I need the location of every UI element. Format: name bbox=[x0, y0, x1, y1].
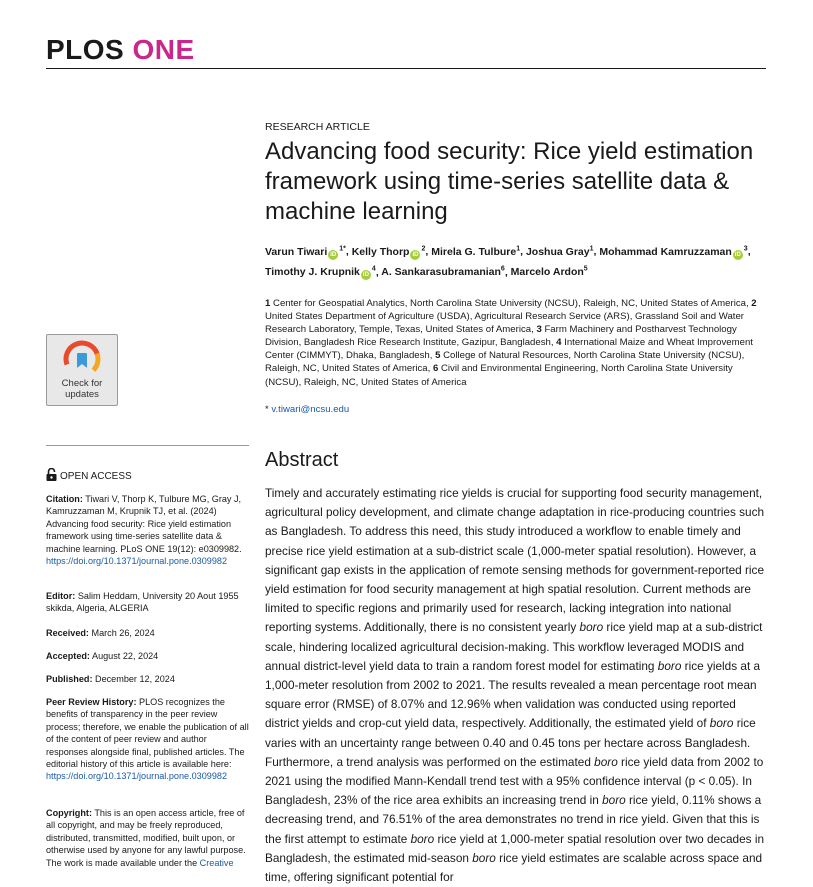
journal-name-part1: PLOS bbox=[46, 34, 125, 65]
creative-commons-link[interactable]: Creative bbox=[199, 857, 234, 868]
copyright-block bbox=[46, 807, 250, 869]
abstract-italic-term: boro bbox=[594, 754, 618, 769]
author[interactable] bbox=[265, 246, 346, 258]
check-for-updates-badge[interactable] bbox=[46, 334, 118, 406]
email-link[interactable]: v.tiwari@ncsu.edu bbox=[271, 404, 350, 415]
abstract-italic-term: boro bbox=[579, 620, 604, 635]
editor-block bbox=[46, 590, 250, 615]
author-name: Marcelo Ardon bbox=[510, 266, 584, 278]
abstract-italic-term: boro bbox=[472, 850, 496, 865]
orcid-icon[interactable]: iD bbox=[362, 272, 369, 278]
badge-line1: Check for bbox=[61, 378, 103, 389]
citation-block bbox=[46, 493, 250, 567]
published-date: December 12, 2024 bbox=[95, 674, 175, 684]
author[interactable] bbox=[599, 246, 747, 258]
author-affiliation-number: 2 bbox=[421, 245, 426, 252]
copyright-text: This is an open access article, free of all copyright, and may be freely reproduced, distributed, transmitted, modified, built upon, or otherwise used by anyone for any lawful purpose. The work is made available under the bbox=[46, 808, 246, 868]
author[interactable] bbox=[431, 246, 520, 258]
author[interactable] bbox=[526, 246, 594, 258]
affiliation-text: International Maize and Wheat Improvement Center (CIMMYT), Dhaka, Bangladesh, bbox=[265, 337, 753, 362]
article-title: Advancing food security: Rice yield estimation framework using time-series satellite data & machine learning bbox=[265, 138, 754, 225]
abstract-text: rice yield, 0.11% shows a decreasing trend, and 76.51% of the area demonstrates no trend in rice yield. Given that this is the first attempt to estimate bbox=[265, 793, 762, 846]
author-name: Varun Tiwari bbox=[265, 245, 328, 258]
affiliation-number: 2 bbox=[751, 298, 757, 309]
affiliations bbox=[265, 297, 765, 389]
affiliation-text: College of Natural Resources, North Carolina State University (NCSU), Raleigh, NC, United States of America, bbox=[265, 350, 745, 375]
abstract-italic-term: boro bbox=[602, 793, 626, 808]
accepted-block bbox=[46, 650, 250, 662]
header-rule bbox=[46, 68, 766, 69]
affiliation-text: Civil and Environmental Engineering, North Carolina State University (NCSU), Raleigh, NC, United States of America bbox=[265, 363, 733, 388]
author-affiliation-number: 1 bbox=[589, 245, 594, 252]
abstract-body bbox=[265, 484, 765, 887]
corresponding-email bbox=[265, 404, 349, 415]
orcid-icon[interactable]: iD bbox=[734, 251, 741, 258]
abstract-text: rice yield map at a sub-district scale, hindering localized agricultural decision-making. This workflow leveraged MODIS and annual district-level yield data to train a random forest model for estimating bbox=[265, 620, 763, 673]
abstract-italic-term: boro bbox=[709, 716, 734, 731]
received-label: Received: bbox=[46, 628, 89, 638]
author[interactable] bbox=[265, 266, 376, 278]
abstract-text: Timely and accurately estimating rice yields is crucial for supporting food security management, agricultural policy development, and climate change adaptation in rice-producing countries such as Bangladesh. To address this need, this study introduced a workflow to enable timely and precise rice yield estimation at a sub-district scale (1,000-meter spatial resolution). However, a significant gap exists in the application of remote sensing methods for government-reported rice yield estimation for food security management at high spatial resolution. Current methods are limited to specific regions and primarily used for research, lacking integration into national reporting systems. Additionally, there is no consistent yearly bbox=[265, 486, 765, 635]
open-access bbox=[46, 468, 132, 482]
author[interactable] bbox=[511, 266, 588, 278]
author-affiliation-number: 4 bbox=[371, 265, 376, 273]
copyright-label: Copyright: bbox=[46, 808, 92, 818]
corresponding-marker: * bbox=[265, 404, 269, 415]
author[interactable] bbox=[381, 266, 505, 278]
peer-review-block bbox=[46, 696, 250, 783]
orcid-icon[interactable]: iD bbox=[330, 251, 337, 258]
author-name: Kelly Thorp bbox=[351, 245, 410, 258]
author-list: Varun Tiwari $iD^{1*}$, Kelly Thorp $iD^2$, Mirela G. Tulbure$^1$, Joshua Gray$^1$, Mohammad Kamruzzaman $iD^3$, Timothy J. Krupnik $iD^4$, A. Sankarasubramanian$^6$, Marcelo Ardon$^5$ bbox=[265, 245, 751, 278]
author[interactable] bbox=[352, 246, 426, 258]
affiliation-text: United States Department of Agriculture (USDA), Agricultural Research Service (ARS), Grassland Soil and Water Research Laboratory, Temple, Texas, United States of America, bbox=[265, 311, 744, 336]
journal-logo[interactable] bbox=[46, 34, 195, 66]
author-name: Mirela G. Tulbure bbox=[431, 245, 517, 258]
badge-line2: updates bbox=[65, 388, 99, 400]
abstract-text: rice yields at a 1,000-meter resolution from 2002 to 2021. The results revealed a mean percentage root mean square error (RMSE) of 8.07% and 12.96% when validation was conducted using reported district yields and crop-cut yield data, respectively. Additionally, the estimated yield of bbox=[265, 658, 761, 731]
peer-review-text: PLOS recognizes the benefits of transparency in the peer review process; therefore, we enable the publication of all of the content of peer review and author responses alongside final, published articles. The editorial history of this article is available here: bbox=[46, 697, 249, 770]
abstract-italic-term: boro bbox=[410, 831, 435, 846]
orcid-icon[interactable]: iD bbox=[412, 251, 419, 258]
received-date: March 26, 2024 bbox=[91, 628, 155, 638]
peer-review-label: Peer Review History: bbox=[46, 697, 137, 707]
article-type: RESEARCH ARTICLE bbox=[265, 121, 370, 133]
author-affiliation-number: 1 bbox=[516, 245, 521, 252]
author-affiliation-number: 1* bbox=[339, 245, 346, 252]
author-affiliation-number: 6 bbox=[500, 265, 505, 273]
author-affiliation-number: 5 bbox=[583, 265, 588, 273]
accepted-date: August 22, 2024 bbox=[92, 651, 159, 661]
journal-name-part2: ONE bbox=[132, 34, 195, 65]
affiliation-number: 6 bbox=[432, 363, 439, 375]
peer-review-doi-link[interactable]: https://doi.org/10.1371/journal.pone.0309982 bbox=[46, 771, 228, 782]
published-label: Published: bbox=[46, 674, 93, 684]
abstract-text: rice yield data from 2002 to 2021 using the modified Mann-Kendall trend test with a 95% confidence interval (p < 0.05). In Bangladesh, 23% of the rice area exhibits an increasing trend in bbox=[265, 754, 764, 808]
open-lock-icon bbox=[46, 468, 57, 481]
affiliation-number: 3 bbox=[536, 324, 542, 336]
affiliation-number: 5 bbox=[435, 350, 441, 362]
abstract-text: rice varies with an uncertainty range between 0.40 and 0.45 tons per hectare across Bangladesh. Furthermore, a trend analysis was performed on the estimated bbox=[265, 716, 756, 769]
editor-text: Salim Heddam, University 20 Aout 1955 skikda, Algeria, ALGERIA bbox=[46, 591, 239, 614]
affiliation-number: 4 bbox=[556, 337, 562, 349]
received-block bbox=[46, 627, 250, 639]
citation-doi-link[interactable]: https://doi.org/10.1371/journal.pone.0309982 bbox=[46, 556, 228, 567]
affiliation-number: 1 bbox=[265, 298, 271, 309]
author-name: Timothy J. Krupnik bbox=[265, 266, 360, 278]
author-affiliation-number: 3 bbox=[743, 245, 748, 252]
citation-text: Tiwari V, Thorp K, Tulbure MG, Gray J, Kamruzzaman M, Krupnik TJ, et al. (2024) Advancing food security: Rice yield estimation framework using time-series satellite data & machine learning. PLoS ONE 19(12): e0309982. bbox=[46, 494, 242, 554]
author-name: A. Sankarasubramanian bbox=[381, 266, 501, 278]
affiliation-text: Farm Machinery and Postharvest Technology Division, Bangladesh Rice Research Institute, Gazipur, Bangladesh, bbox=[265, 324, 737, 349]
open-access-label: OPEN ACCESS bbox=[60, 471, 132, 482]
sidebar-rule bbox=[46, 445, 249, 446]
abstract-text: rice yield at 1,000-meter spatial resolution over two decades in Bangladesh, the estimated mid-season bbox=[265, 831, 765, 865]
citation-label: Citation: bbox=[46, 494, 83, 504]
abstract-text: rice yield estimates are scalable across space and time, offering significant potential for bbox=[265, 850, 763, 885]
author-name: Mohammad Kamruzzaman bbox=[599, 245, 732, 258]
affiliation-text: Center for Geospatial Analytics, North Carolina State University (NCSU), Raleigh, NC, United States of America, bbox=[270, 298, 752, 309]
accepted-label: Accepted: bbox=[46, 651, 90, 661]
editor-label: Editor: bbox=[46, 591, 76, 601]
abstract-italic-term: boro bbox=[657, 658, 682, 673]
author-name: Joshua Gray bbox=[525, 245, 590, 258]
crossmark-icon bbox=[63, 340, 101, 378]
abstract-heading: Abstract bbox=[265, 449, 339, 471]
published-block bbox=[46, 673, 250, 685]
badge-label bbox=[47, 379, 117, 400]
